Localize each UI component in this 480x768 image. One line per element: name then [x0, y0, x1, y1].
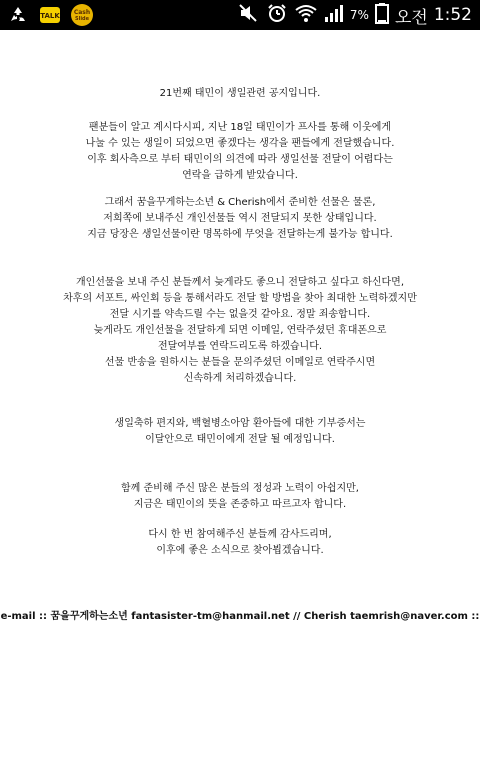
notice-paragraph-2 — [0, 195, 480, 243]
svg-text:Cash: Cash — [73, 9, 91, 16]
wifi-icon — [294, 2, 318, 28]
notice-line: 선물 반송을 원하시는 분들을 문의주셨던 이메일로 연락주시면 — [104, 357, 376, 368]
am-pm-label: 오전 — [394, 7, 428, 28]
notice-paragraph-4 — [0, 416, 480, 448]
recycle-icon[interactable] — [6, 3, 30, 27]
notice-paragraph-3 — [0, 275, 480, 387]
notice-line: 지금 당장은 생일선물이란 명목하에 무엇을 전달하는게 불가능 합니다. — [87, 229, 393, 240]
svg-text:Slide: Slide — [75, 16, 89, 22]
notice-line: 다시 한 번 참여해주신 분들께 감사드리며, — [148, 529, 332, 540]
notice-line: 늦게라도 개인선물을 전달하게 되면 이메일, 연락주셨던 휴대폰으로 — [93, 325, 387, 336]
notice-line: 전달여부를 연락드리도록 하겠습니다. — [157, 341, 323, 352]
notice-paragraph-1 — [0, 120, 480, 184]
notice-line: 나눌 수 있는 생일이 되었으면 좋겠다는 생각을 팬들에게 전달했습니다. — [85, 138, 395, 149]
signal-icon — [324, 2, 344, 28]
notice-page — [0, 30, 480, 768]
mute-icon — [238, 2, 260, 28]
notice-line: 생일축하 편지와, 백혈병소아암 환아들에 대한 기부증서는 — [114, 418, 366, 429]
notice-line: 이달안으로 태민이에게 전달 될 예정입니다. — [145, 434, 335, 445]
clock: 1:52 — [433, 5, 472, 25]
notice-line: 함께 준비해 주신 많은 분들의 정성과 노력이 아쉽지만, — [121, 483, 359, 494]
notice-line: 신속하게 처리하겠습니다. — [183, 373, 297, 384]
battery-icon — [375, 2, 389, 28]
kakaotalk-icon[interactable] — [38, 3, 62, 27]
notice-line: 저희쪽에 보내주신 개인선물들 역시 전달되지 못한 상태입니다. — [103, 213, 377, 224]
alarm-icon — [266, 2, 288, 28]
notice-line: 연락을 급하게 받았습니다. — [182, 170, 298, 181]
battery-percent: 7% — [349, 8, 369, 22]
notice-line: 개인선물을 보내 주신 분들께서 늦게라도 좋으니 전달하고 싶다고 하신다면, — [75, 277, 405, 288]
notice-line: 이후에 좋은 소식으로 찾아뵙겠습니다. — [156, 545, 324, 556]
notice-title-text: 21번째 태민이 생일관련 공지입니다. — [159, 88, 321, 99]
notice-paragraph-6 — [0, 527, 480, 559]
contact-footer: e-mail :: 꿈을꾸게하는소년 fantasister-tm@hanmail.net // Cherish taemrish@naver.com :: — [0, 611, 480, 622]
system-icons — [238, 0, 472, 30]
svg-text:TALK: TALK — [40, 12, 60, 20]
notice-paragraph-5 — [0, 481, 480, 513]
notice-title — [0, 86, 480, 102]
notice-line: 차후의 서포트, 싸인회 등을 통해서라도 전달 할 방법을 찾아 최대한 노력하겠지만 — [63, 293, 417, 304]
notice-line: 팬분들이 알고 계시다시피, 지난 18일 태민이가 프사를 통해 이웃에게 — [88, 122, 392, 133]
kakaostory-icon[interactable] — [70, 3, 94, 27]
notice-line: 전달 시기를 약속드릴 수는 없을것 같아요. 정말 죄송합니다. — [109, 309, 371, 320]
notice-line: 이후 회사측으로 부터 태민이의 의견에 따라 생일선물 전달이 어렵다는 — [87, 154, 393, 165]
status-bar — [0, 0, 480, 30]
notice-line: 그래서 꿈을꾸게하는소년 & Cherish에서 준비한 선물은 물론, — [104, 197, 376, 208]
notice-line: 지금은 태민이의 뜻을 존중하고 따르고자 합니다. — [133, 499, 347, 510]
notification-icons — [6, 3, 94, 27]
